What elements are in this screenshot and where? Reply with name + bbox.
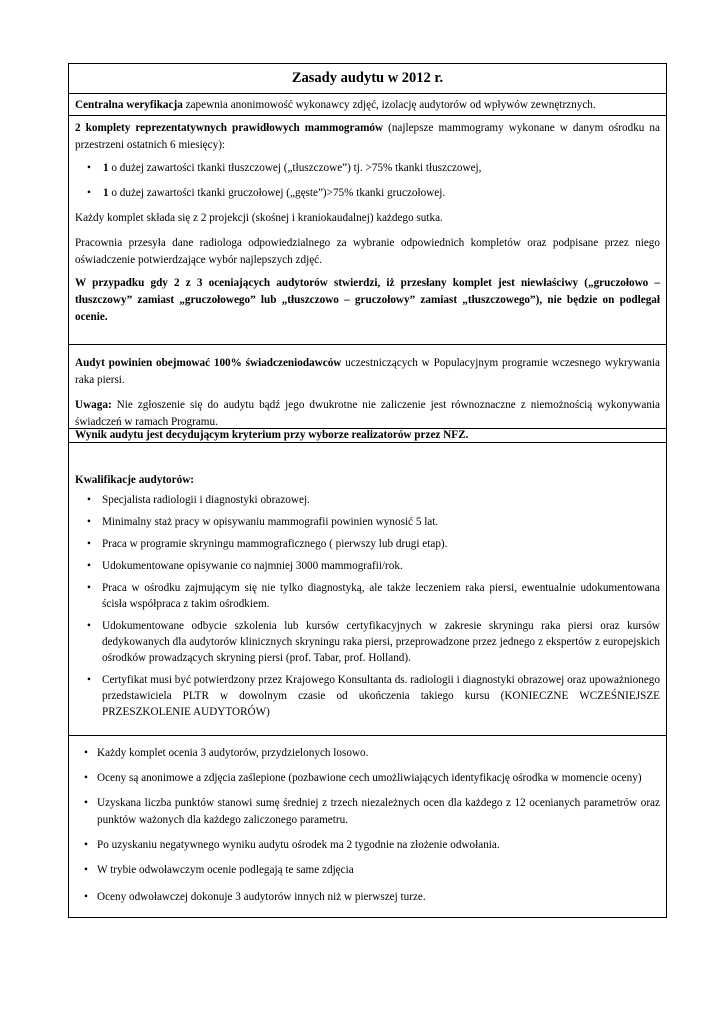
set-composition-text: Każdy komplet składa się z 2 projekcji (skośnej i kraniokaudalnej) każdego sutka. xyxy=(75,212,443,224)
list-item xyxy=(75,580,660,612)
bullet-icon: • xyxy=(87,187,91,199)
list-item xyxy=(75,492,660,508)
list-item xyxy=(75,672,660,720)
audit-scope-text xyxy=(75,355,660,389)
audit-result-row xyxy=(69,428,666,442)
list-item-text: Oceny odwoławczej dokonuje 3 audytorów innych niż w pierwszej turze. xyxy=(97,891,426,903)
list-item xyxy=(75,514,660,530)
audit-scope-row xyxy=(69,344,666,428)
bullet-icon: • xyxy=(87,620,91,632)
bullet-icon: • xyxy=(87,582,91,594)
bullet-icon: • xyxy=(84,839,88,851)
bullet-icon: • xyxy=(84,772,88,784)
list-item-text: Certyfikat musi być potwierdzony przez Krajowego Konsultanta ds. radiologii i diagnostyki obrazowej oraz upoważnionego przedstawiciela PLTR w dowolnym czasie od ukończenia takiego kursu (KONIECZNE WCZEŚNIEJSZE PRZESZKOLENIE AUDYTORÓW) xyxy=(102,674,660,718)
list-item-text: Po uzyskaniu negatywnego wyniku audytu ośrodek ma 2 tygodnie na złożenie odwołania. xyxy=(97,839,500,851)
list-item-number: 1 xyxy=(103,187,109,199)
mammogram-sets-desc: (najlepsze mammogramy wykonane w danym ośrodku na przestrzeni ostatnich 6 miesięcy): xyxy=(75,122,660,151)
list-item-text: Praca w ośrodku zajmującym się nie tylko diagnostyką, ale także leczeniem raka piersi, ewentualnie udokumentowana ścisła współpraca z takim ośrodkiem. xyxy=(102,582,660,610)
list-item xyxy=(75,770,660,787)
central-verification-row xyxy=(69,93,666,115)
list-item xyxy=(75,618,660,666)
audit-scope-desc: uczestniczących w Populacyjnym programie wczesnego wykrywania raka piersi. xyxy=(75,357,661,386)
mammogram-sets-intro xyxy=(75,120,660,154)
note-text xyxy=(75,397,660,431)
bullet-icon: • xyxy=(87,162,91,174)
bullet-icon: • xyxy=(84,891,88,903)
qualifications-list xyxy=(75,492,660,720)
bullet-icon: • xyxy=(87,560,91,572)
list-item xyxy=(75,889,660,906)
list-item-text: Każdy komplet ocenia 3 audytorów, przydzielonych losowo. xyxy=(97,747,369,759)
list-item-text: Uzyskana liczba punktów stanowi sumę średniej z trzech niezależnych ocen dla każdego z 12 ocenianych parametrów oraz punktów ważonych dla każdego zaliczonego parametru. xyxy=(97,797,660,826)
mammogram-sets-row xyxy=(69,115,666,344)
list-item-text: Udokumentowane odbycie szkolenia lub kursów certyfikacyjnych w zakresie skryningu raka piersi oraz kursów dedykowanych dla audytorów klinicznych skryningu raka piersi, przeprowadzone przez jednego z ekspertów z europejskich ośrodków prowadzących skryning piersi (prof. Tabar, prof. Holland). xyxy=(102,620,660,664)
bullet-icon: • xyxy=(87,516,91,528)
list-item xyxy=(75,862,660,879)
page-title: Zasady audytu w 2012 r. xyxy=(291,70,444,86)
bullet-icon: • xyxy=(87,674,91,686)
list-item xyxy=(75,185,660,202)
list-item xyxy=(75,795,660,829)
audit-result-text: Wynik audytu jest decydującym kryterium przy wyborze realizatorów przez NFZ. xyxy=(75,429,469,441)
list-item-text: Minimalny staż pracy w opisywaniu mammografii powinien wynosić 5 lat. xyxy=(102,516,439,528)
qualifications-heading: Kwalifikacje audytorów: xyxy=(75,474,195,486)
radiologist-statement-text: Pracownia przesyła dane radiologa odpowiedzialnego za wybranie odpowiednich kompletów oraz podpisane przez niego oświadczenie potwierdzające wybór najlepszych zdjęć. xyxy=(75,237,660,266)
list-item-text: Specjalista radiologii i diagnostyki obrazowej. xyxy=(102,494,310,506)
list-item-text: o dużej zawartości tkanki tłuszczowej („tłuszczowe”) tj. >75% tkanki tłuszczowej, xyxy=(108,162,482,174)
central-verification-text xyxy=(75,97,660,113)
bullet-icon: • xyxy=(87,494,91,506)
list-item-text: Oceny są anonimowe a zdjęcia zaślepione (pozbawione cech umożliwiających identyfikację ośrodka w momencie oceny) xyxy=(97,772,642,784)
central-verification-desc: zapewnia anonimowość wykonawcy zdjęć, izolację audytorów od wpływów zewnętrznych. xyxy=(182,99,596,111)
central-verification-label: Centralna weryfikacja xyxy=(75,99,183,111)
list-item xyxy=(75,837,660,854)
audit-procedure-row xyxy=(69,735,666,917)
audit-rules-table xyxy=(68,63,667,918)
bullet-icon: • xyxy=(84,797,88,809)
bullet-icon: • xyxy=(84,747,88,759)
list-item-text: Praca w programie skryningu mammograficznego ( pierwszy lub drugi etap). xyxy=(102,538,448,550)
bullet-icon: • xyxy=(87,538,91,550)
mammogram-sets-label: 2 komplety reprezentatywnych prawidłowych mammogramów xyxy=(75,122,384,134)
auditor-qualifications-row xyxy=(69,442,666,735)
note-desc: Nie zgłoszenie się do audytu bądź jego dwukrotne nie zaliczenie jest równoznaczne z niemożnością wykonywania świadczeń w ramach Programu. xyxy=(75,399,660,428)
note-label: Uwaga: xyxy=(75,399,112,411)
list-item-text: W trybie odwoławczym ocenie podlegają te same zdjęcia xyxy=(97,864,354,876)
list-item-text: o dużej zawartości tkanki gruczołowej („gęste”)>75% tkanki gruczołowej. xyxy=(108,187,446,199)
rejection-rule-text: W przypadku gdy 2 z 3 oceniających audytorów stwierdzi, iż przesłany komplet jest niewłaściwy („gruczołowo – tłuszczowy” zamiast „gruczołowego” lub „tłuszczowo – gruczołowy” zamiast „tłuszczowego”), nie będzie on podlegał ocenie. xyxy=(75,277,660,323)
audit-scope-label: Audyt powinien obejmować 100% świadczeniodawców xyxy=(75,357,342,369)
list-item xyxy=(75,745,660,762)
bullet-icon: • xyxy=(84,864,88,876)
title-row xyxy=(69,64,666,93)
list-item xyxy=(75,160,660,177)
list-item xyxy=(75,558,660,574)
list-item-text: Udokumentowane opisywanie co najmniej 3000 mammografii/rok. xyxy=(102,560,403,572)
list-item xyxy=(75,536,660,552)
list-item-number: 1 xyxy=(103,162,109,174)
mammogram-type-list xyxy=(75,160,660,202)
procedure-list xyxy=(75,745,660,906)
